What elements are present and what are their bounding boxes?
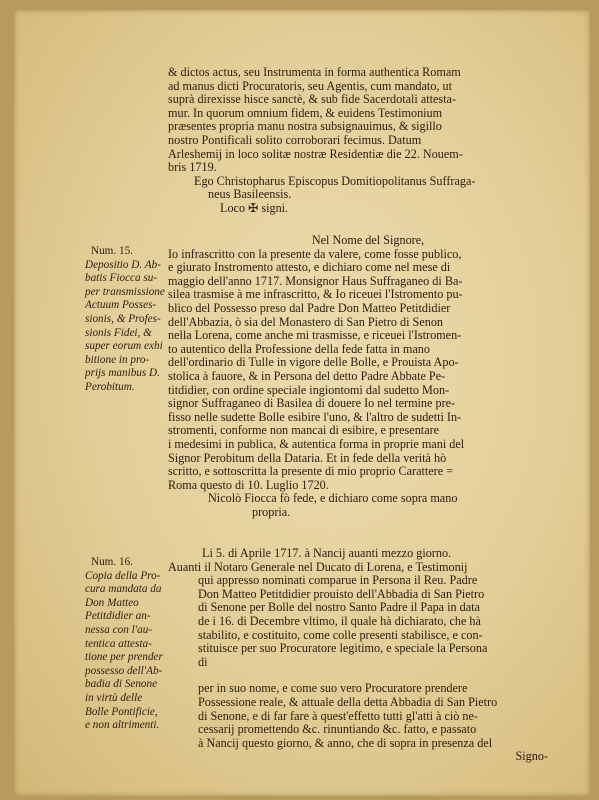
text-line: præsentes propria manu nostra subsignauimus, & sigillo <box>168 120 442 134</box>
text-line: to autentico della Professione della fede fatta in mano <box>168 342 430 356</box>
text-line: Don Matteo Petitdidier prouisto dell'Abbadia di San Pietro <box>198 587 485 601</box>
text-line: Signor Perobitum della Dataria. Et in fede della verità hò <box>168 451 447 465</box>
text-line: per in suo nome, e come suo vero Procuratore prendere <box>198 682 468 696</box>
text-line: stabilito, e costituito, come colle presenti stabilisce, e con- <box>198 628 483 642</box>
catchword: Signo- <box>515 750 548 764</box>
margin-line: Petitdidier an- <box>85 610 151 623</box>
text-line: silea trasmise à me infrascritto, & Io riceuei l'Istromento pu- <box>168 288 463 302</box>
margin-note-num-15 <box>85 245 167 395</box>
text-line: di <box>198 655 208 669</box>
latin-attestation <box>168 66 568 216</box>
margin-heading: Num. 15. <box>91 245 133 257</box>
text-line: & dictos actus, seu Instrumenta in forma authentica Romam <box>168 66 461 79</box>
margin-line: tentica attesta- <box>85 637 152 650</box>
text-line: dell'Abbazia, ò sia del Monastero di San Pietro di Senon <box>168 315 444 329</box>
margin-line: Don Matteo <box>85 596 139 609</box>
text-line: à Nancij questo giorno, & anno, che di sopra in presenza del <box>198 736 493 750</box>
text-line: de i 16. di Decembre vltimo, il quale hà dichiarato, che hà <box>198 614 481 628</box>
text-line: mur. In quorum omnium fidem, & euidens Testimonium <box>168 106 443 120</box>
margin-line: prijs manibus D. <box>85 367 160 380</box>
margin-heading: Num. 16. <box>91 556 133 568</box>
text-line: stolica à fauore, & in Persona del detto Padre Abbate Pe- <box>168 369 446 383</box>
margin-line: e non altrimenti. <box>85 719 160 732</box>
margin-line: Depositio D. Ab- <box>85 258 161 271</box>
text-line: Roma questo di 10. Luglio 1720. <box>168 478 329 492</box>
text-line: di Senone, e di far fare à quest'effetto tutti gl'atti à ciò ne- <box>198 709 478 723</box>
margin-note-num-16 <box>85 556 167 733</box>
margin-line: cura mandata da <box>85 583 162 596</box>
margin-line: in virtù delle <box>85 691 143 704</box>
margin-line: super eorum exhi <box>85 340 163 353</box>
closing-line: propria. <box>252 505 291 519</box>
text-line: stromenti, conforme non mancai di esibire, e presentare <box>168 424 440 438</box>
text-line: dell'ordinario di Tulle in vigore delle Bolle, e Prouista Apo- <box>168 356 459 370</box>
text-line: i medesimi in publica, & autentica forma in proprie mani del <box>168 437 465 451</box>
text-line: di Senone per Bolle del nostro Santo Padre il Papa in data <box>198 601 480 615</box>
text-line: maggio dell'anno 1717. Monsignor Haus Suffraganeo di Ba- <box>168 274 463 288</box>
italian-deposition <box>168 234 568 519</box>
text-line: fisso nelle sudette Bolle esibire l'uno, & l'altro de sudetti In- <box>168 410 462 424</box>
margin-line: Copia della Pro- <box>85 569 161 582</box>
signature-line: Ego Christopharus Episcopus Domitiopolitanus Suffraga- <box>194 174 476 188</box>
text-line: stituisce per suo Procuratore legitimo, e speciale la Persona <box>198 642 488 656</box>
text-line: bris 1719. <box>168 161 217 175</box>
text-line: titdidier, con ordine speciale ingiontomi dal sudetto Mon- <box>168 383 450 397</box>
signature-line: neus Basileensis. <box>208 188 292 202</box>
text-line: suprà direxisse hisce sanctè, & sub fide Sacerdotali attesta- <box>168 93 457 107</box>
procura-copy <box>168 547 568 764</box>
margin-line: sionis, & Profes- <box>85 312 161 325</box>
text-line: blico del Possesso preso dal Padre Don Matteo Petitdidier <box>168 301 451 315</box>
text-line: Possessione reale, & attuale della detta Abbadia di San Pietro <box>198 695 498 709</box>
closing-line: Nicolò Fiocca fò fede, e dichiaro come sopra mano <box>208 492 458 506</box>
margin-line: Bolle Pontificie, <box>85 705 158 718</box>
text-line: Li 5. di Aprile 1717. à Nancij auanti mezzo giorno. <box>202 547 452 560</box>
text-line: signor Suffraganeo di Basilea di douere Io nel termine pre- <box>168 397 456 411</box>
text-line: nostro Pontificali solito corroborari fecimus. Datum <box>168 133 422 147</box>
margin-line: batis Fiocca su- <box>85 272 158 285</box>
text-line: e giurato Instromento attesto, e dichiaro come nel mese di <box>168 261 451 275</box>
margin-line: badia di Senone <box>85 678 158 691</box>
margin-line: nessa con l'au- <box>85 623 153 636</box>
text-line: Auanti il Notaro Generale nel Ducato di Lorena, e Testimonij <box>168 560 468 574</box>
margin-line: Actuum Posses- <box>85 299 157 312</box>
text-line: scritto, e sottoscritta la presente di mio proprio Carattere = <box>168 465 454 479</box>
text-line: Io infrascritto con la presente da valere, come fosse publico, <box>168 247 462 261</box>
margin-line: tione per prender <box>85 651 163 664</box>
seal-line: Loco ✠ signi. <box>220 201 289 215</box>
margin-line: bitione in pro- <box>85 353 150 366</box>
text-line: cessarij promettendo &c. rinuntiando &c. fatto, e passato <box>198 723 477 737</box>
text-line: qui appresso nominati comparue in Persona il Reu. Padre <box>198 574 478 588</box>
margin-line: Perobitum. <box>85 380 135 393</box>
text-line: Arleshemij in loco solitæ nostræ Residentiæ die 22. Nouem- <box>168 147 463 161</box>
margin-line: possesso dell'Ab- <box>85 664 163 677</box>
margin-line: per transmissione <box>85 285 165 298</box>
margin-line: sionis Fidei, & <box>85 326 152 339</box>
section-heading: Nel Nome del Signore, <box>311 234 425 247</box>
text-line: ad manus dicti Procuratoris, seu Agentis, cum mandato, ut <box>168 79 452 93</box>
text-line: nella Lorena, come anche mi trasmisse, e riceuei l'Istromen- <box>168 329 462 343</box>
